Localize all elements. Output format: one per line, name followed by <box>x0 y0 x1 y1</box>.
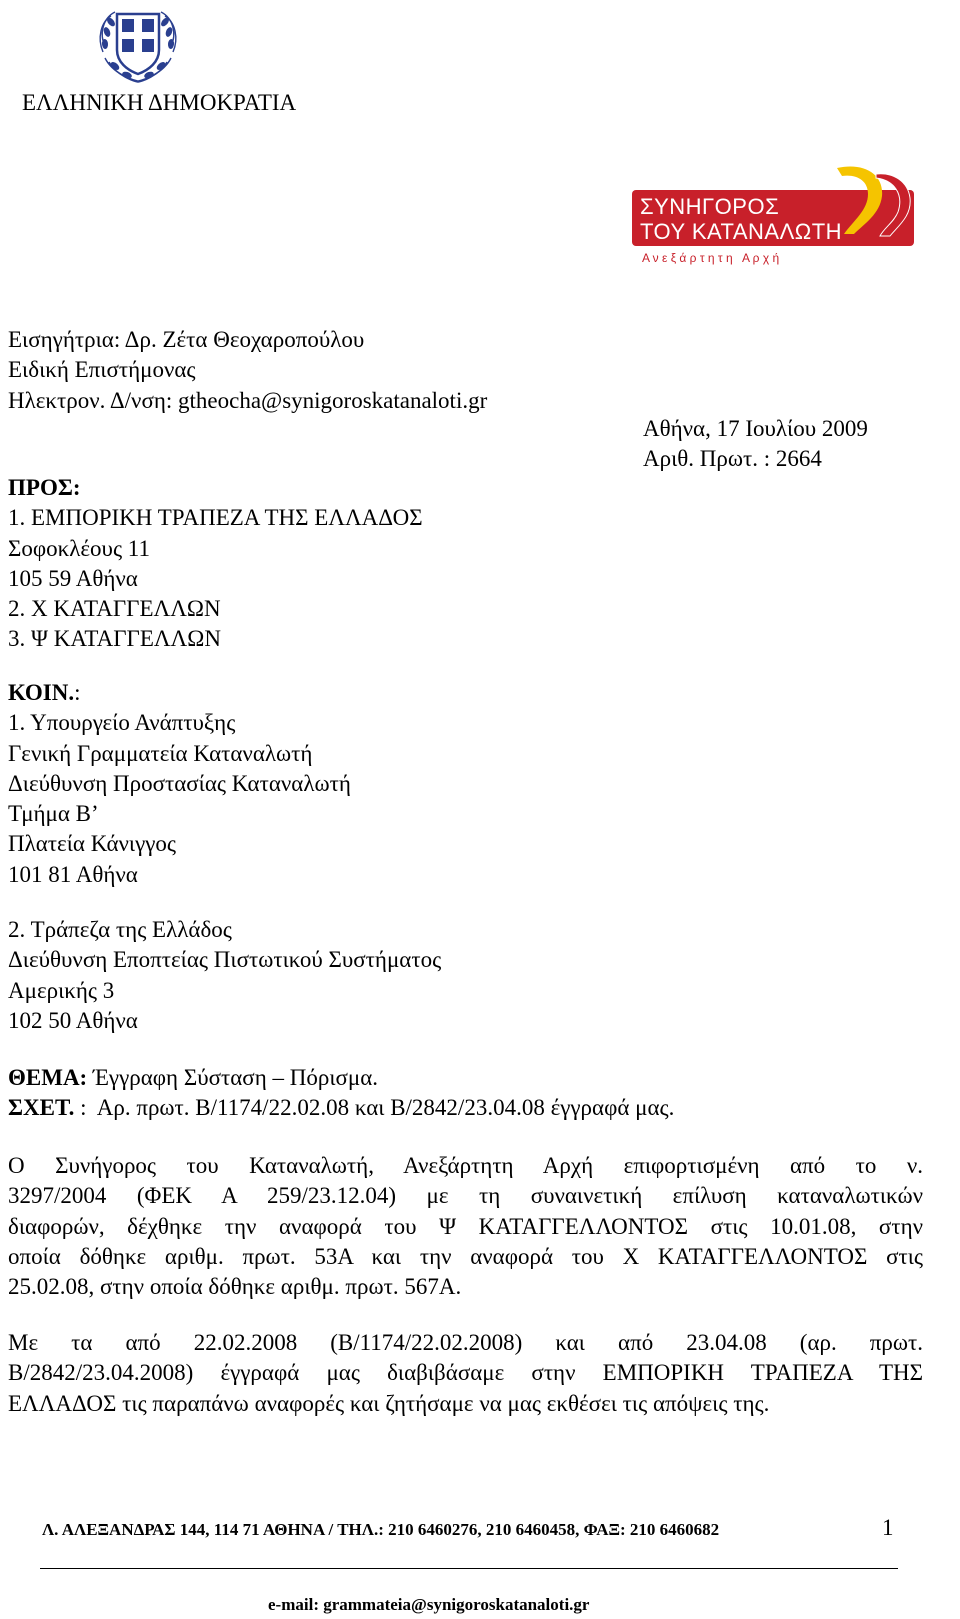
recipient-line: 2. Χ ΚΑΤΑΓΓΕΛΛΩΝ <box>8 596 221 622</box>
paragraph-line: οποία δόθηκε αριθμ. πρωτ. 53Α και την αναφορά του Χ ΚΑΤΑΓΓΕΛΛΟΝΤΟΣ στις <box>8 1243 923 1269</box>
paragraph-line: διαφορών, δέχθηκε την αναφορά του Ψ ΚΑΤΑΓΓΕΛΛΟΝΤΟΣ στις 10.01.08, στην <box>8 1213 923 1239</box>
cc-line: Πλατεία Κάνιγγος <box>8 831 177 857</box>
cc-line: Αμερικής 3 <box>8 977 115 1003</box>
body-paragraph-2 <box>8 1328 923 1419</box>
rapporteur-email[interactable]: Ηλεκτρον. Δ/νση: gtheocha@synigoroskatanaloti.gr <box>8 387 488 413</box>
subject-text: Έγγραφη Σύσταση – Πόρισμα. <box>87 1065 379 1090</box>
logo-line1: ΣΥΝΗΓΟΡΟΣ <box>640 194 780 219</box>
rapporteur-title: Ειδική Επιστήμονας <box>8 357 196 383</box>
recipients-block <box>8 473 423 655</box>
date-protocol-block <box>643 414 868 475</box>
cc-label: ΚΟΙΝ. <box>8 680 75 705</box>
protocol-number: Αριθ. Πρωτ. : 2664 <box>643 446 822 472</box>
cc-line: Διεύθυνση Εποπτείας Πιστωτικού Συστήματος <box>8 947 442 973</box>
cc-line: Τμήμα Β’ <box>8 801 99 827</box>
footer-email[interactable]: e-mail: grammateia@synigoroskatanaloti.gr <box>268 1595 590 1614</box>
footer-address: Λ. ΑΛΕΞΑΝΔΡΑΣ 144, 114 71 ΑΘΗΝΑ / ΤΗΛ.: 210 6460276, 210 6460458, ΦΑΞ: 210 6460682 <box>42 1520 720 1539</box>
cc-label-line <box>8 678 351 708</box>
subject-line <box>8 1063 674 1093</box>
to-label: ΠΡΟΣ: <box>8 475 81 500</box>
greek-coat-of-arms-icon <box>95 4 181 84</box>
reference-line <box>8 1093 674 1123</box>
subject-block <box>8 1063 674 1124</box>
paragraph-line: Με τα από 22.02.2008 (Β/1174/22.02.2008) και από 23.04.08 (αρ. πρωτ. <box>8 1330 923 1355</box>
cc-line: Γενική Γραμματεία Καταναλωτή <box>8 740 313 766</box>
body-paragraph-1 <box>8 1151 923 1302</box>
logo-tagline: Α ν ε ξ ά ρ τ η τ η Α ρ χ ή <box>642 251 780 265</box>
cc-block <box>8 678 351 890</box>
sender-block <box>8 325 487 416</box>
recipient-line: 105 59 Αθήνα <box>8 565 138 591</box>
paragraph-line: Β/2842/23.04.2008) έγγραφά μας διαβιβάσαμε στην ΕΜΠΟΡΙΚΗ ΤΡΑΠΕΖΑ ΤΗΣ <box>8 1360 923 1386</box>
page-number: 1 <box>882 1515 894 1540</box>
country-heading: ΕΛΛΗΝΙΚΗ ΔΗΜΟΚΡΑΤΙΑ <box>22 90 297 115</box>
cc-line: 102 50 Αθήνα <box>8 1007 138 1033</box>
cc-line: Διεύθυνση Προστασίας Καταναλωτή <box>8 770 351 796</box>
cc-line: 2. Τράπεζα της Ελλάδος <box>8 917 232 942</box>
paragraph-line: ΕΛΛΑΔΟΣ τις παραπάνω αναφορές και ζητήσαμε να μας εκθέσει τις απόψεις της. <box>8 1390 770 1416</box>
reference-text: : Αρ. πρωτ. Β/1174/22.02.08 και Β/2842/23.04.08 έγγραφά μας. <box>74 1095 675 1121</box>
paragraph-line: 3297/2004 (ΦΕΚ Α 259/23.12.04) με τη συναινετική επίλυση καταναλωτικών <box>8 1183 923 1209</box>
cc-label-suffix: : <box>74 680 81 705</box>
reference-label: ΣΧΕΤ. <box>8 1095 75 1121</box>
cc-line: 1. Υπουργείο Ανάπτυξης <box>8 710 236 736</box>
consumer-ombudsman-logo <box>632 164 920 268</box>
paragraph-line: Ο Συνήγορος του Καταναλωτή, Ανεξάρτητη Αρχή επιφορτισμένη από το ν. <box>8 1153 923 1178</box>
recipient-line: 1. ΕΜΠΟΡΙΚΗ ΤΡΑΠΕΖΑ ΤΗΣ ΕΛΛΑΔΟΣ <box>8 505 423 531</box>
footer-divider <box>40 1568 898 1569</box>
cc-block-2 <box>8 915 441 1036</box>
recipient-line: 3. Ψ ΚΑΤΑΓΓΕΛΛΩΝ <box>8 626 221 652</box>
logo-line2: ΤΟΥ ΚΑΤΑΝΑΛΩΤΗ <box>640 219 843 244</box>
paragraph-line: 25.02.08, στην οποία δόθηκε αριθμ. πρωτ. 567Α. <box>8 1274 462 1300</box>
cc-line: 101 81 Αθήνα <box>8 861 138 887</box>
subject-label: ΘΕΜΑ: <box>8 1065 88 1090</box>
recipient-line: Σοφοκλέους 11 <box>8 535 150 561</box>
place-date: Αθήνα, 17 Ιουλίου 2009 <box>643 416 868 441</box>
rapporteur: Εισηγήτρια: Δρ. Ζέτα Θεοχαροπούλου <box>8 327 365 352</box>
